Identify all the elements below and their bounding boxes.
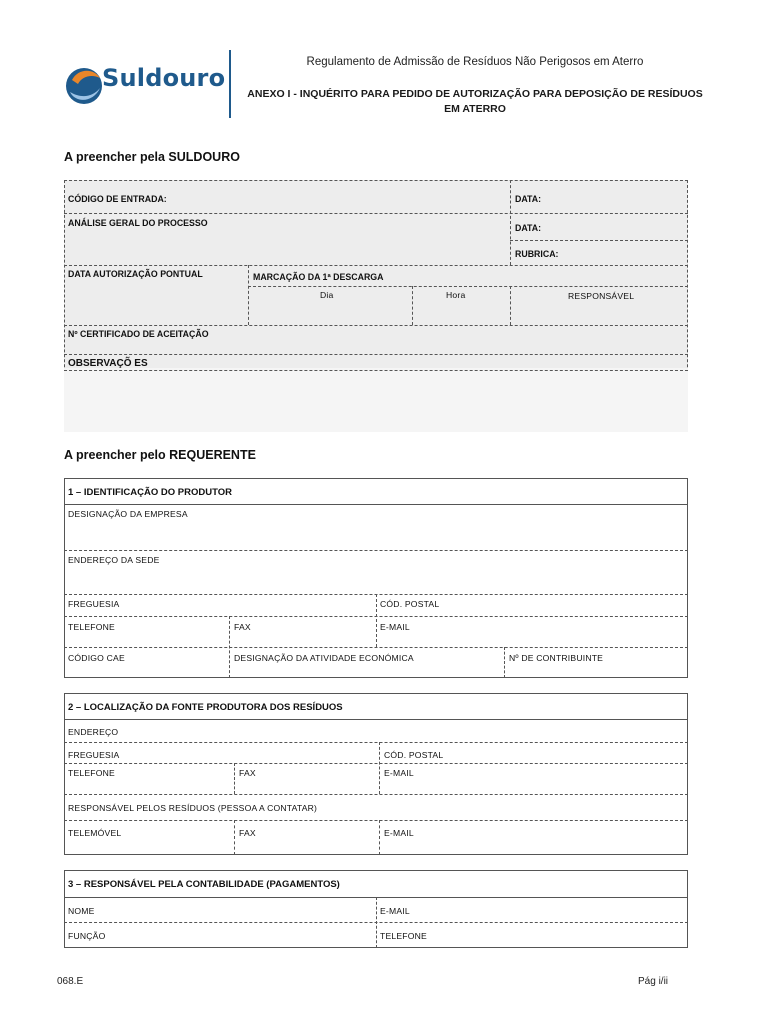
email3-label: E-MAIL: [384, 828, 414, 838]
certificado-label: Nº CERTIFICADO DE ACEITAÇÃO: [68, 329, 209, 339]
observacoes-label: OBSERVAÇÕ ES: [68, 358, 148, 369]
designacao-empresa-label: DESIGNAÇÃO DA EMPRESA: [68, 509, 188, 519]
section3-title: 3 – RESPONSÁVEL PELA CONTABILIDADE (PAGAMENTOS): [68, 879, 340, 890]
codigo-entrada-label: CÓDIGO DE ENTRADA:: [68, 194, 167, 204]
designacao-empresa-field[interactable]: [64, 504, 688, 550]
section2-box: [64, 693, 688, 855]
analise-label: ANÁLISE GERAL DO PROCESSO: [68, 218, 208, 228]
endereco-sede-field[interactable]: [64, 550, 688, 594]
logo-text: Suldouro: [102, 64, 226, 92]
regulation-title: Regulamento de Admissão de Resíduos Não Perigosos em Aterro: [306, 56, 644, 68]
document-code: 068.E: [57, 976, 84, 987]
cod-postal2-label: CÓD. POSTAL: [384, 750, 444, 760]
responsavel-residuos-label: RESPONSÁVEL PELOS RESÍDUOS (PESSOA A CONTATAR): [68, 803, 318, 813]
endereco-label: ENDEREÇO: [68, 727, 119, 737]
data-autorizacao-label: DATA AUTORIZAÇÃO PONTUAL: [68, 269, 203, 279]
nome-label: NOME: [68, 906, 95, 916]
annex-title: ANEXO I - INQUÉRITO PARA PEDIDO DE AUTORIZAÇÃO PARA DEPOSIÇÃO DE RESÍDUOS EM ATERRO: [247, 88, 703, 115]
data-label-1: DATA:: [515, 194, 542, 204]
dia-label: Dia: [320, 290, 334, 300]
section1-title: 1 – IDENTIFICAÇÃO DO PRODUTOR: [68, 487, 232, 498]
suldouro-heading: A preencher pela SULDOURO: [64, 150, 240, 164]
responsavel-label: RESPONSÁVEL: [568, 291, 635, 301]
observacoes-area[interactable]: [64, 368, 688, 432]
cod-postal-label: CÓD. POSTAL: [380, 599, 440, 609]
telefone2-label: TELEFONE: [68, 768, 115, 778]
data-label-2: DATA:: [515, 223, 542, 233]
fax3-label: FAX: [239, 828, 256, 838]
telemovel-label: TELEMÓVEL: [68, 828, 122, 838]
section2-title: 2 – LOCALIZAÇÃO DA FONTE PRODUTORA DOS RESÍDUOS: [68, 702, 343, 713]
header-divider: [229, 50, 231, 118]
email-label: E-MAIL: [380, 622, 410, 632]
fax2-label: FAX: [239, 768, 256, 778]
telefone3-label: TELEFONE: [380, 931, 427, 941]
endereco-sede-label: ENDEREÇO DA SEDE: [68, 555, 160, 565]
page-number: Pág i/ii: [638, 976, 669, 987]
freguesia2-label: FREGUESIA: [68, 750, 120, 760]
fax-label: FAX: [234, 622, 251, 632]
freguesia-label: FREGUESIA: [68, 599, 120, 609]
funcao-label: FUNÇÃO: [68, 931, 106, 941]
telefone-label: TELEFONE: [68, 622, 115, 632]
hora-label: Hora: [446, 290, 466, 300]
rubrica-label: RUBRICA:: [515, 249, 559, 259]
contribuinte-label: Nº DE CONTRIBUINTE: [509, 653, 604, 663]
marcacao-label: MARCAÇÃO DA 1ª DESCARGA: [253, 272, 384, 282]
email4-label: E-MAIL: [380, 906, 410, 916]
email2-label: E-MAIL: [384, 768, 414, 778]
codigo-cae-label: CÓDIGO CAE: [68, 653, 125, 663]
designacao-atividade-label: DESIGNAÇÃO DA ATIVIDADE ECONÓMICA: [234, 653, 414, 663]
requerente-heading: A preencher pelo REQUERENTE: [64, 448, 256, 462]
